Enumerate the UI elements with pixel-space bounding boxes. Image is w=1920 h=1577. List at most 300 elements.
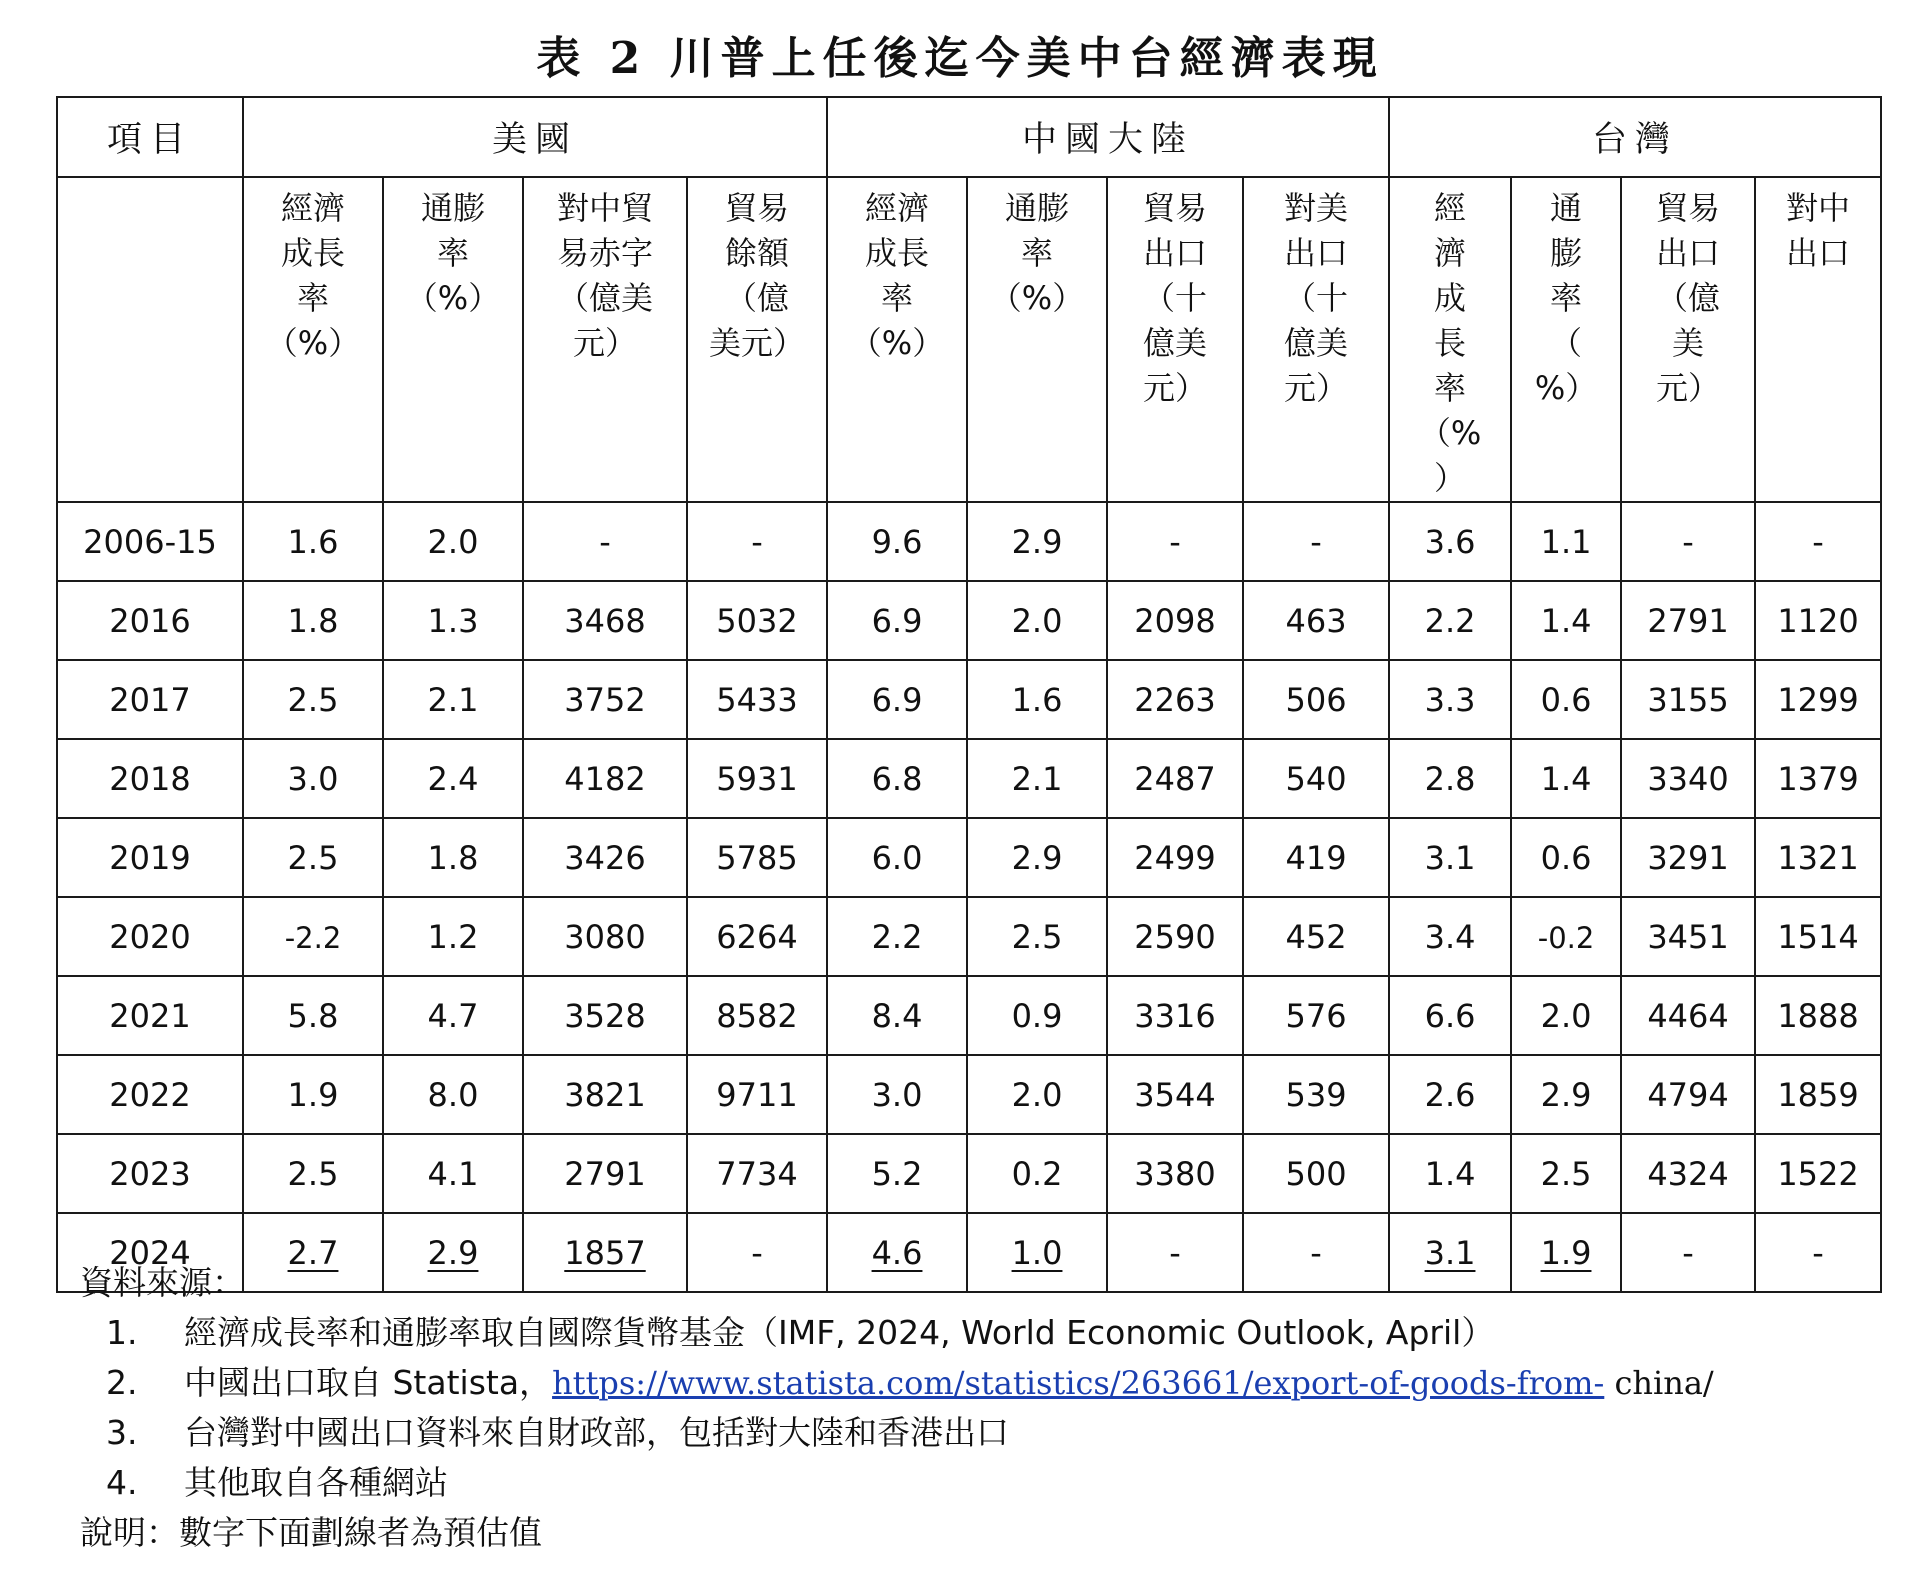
value-cell — [967, 502, 1107, 581]
value-cell — [827, 581, 967, 660]
cell-value: 1.4 — [1424, 1154, 1476, 1193]
cell-value: 4182 — [564, 759, 646, 798]
sub-header-line: 元） — [1284, 369, 1349, 407]
cell-value: 1522 — [1777, 1154, 1859, 1193]
value-cell — [1755, 897, 1881, 976]
cell-value: 1.2 — [427, 917, 479, 956]
value-cell — [1755, 1134, 1881, 1213]
sub-header-line: 出口 — [1143, 234, 1208, 272]
item-header: 項目 — [57, 97, 243, 177]
cell-value: 5433 — [716, 680, 798, 719]
year-cell: 2019 — [57, 818, 243, 897]
sub-header-line: ） — [1434, 459, 1467, 497]
cell-value: 2.2 — [871, 917, 923, 956]
statista-link[interactable]: https://www.statista.com/statistics/263661/export-of-goods-from- — [552, 1364, 1605, 1402]
cell-value: 2487 — [1134, 759, 1216, 798]
cell-value: 3.0 — [871, 1075, 923, 1114]
value-cell — [1243, 502, 1389, 581]
sub-header-line: 率 — [1434, 369, 1467, 407]
cell-value: 5032 — [716, 601, 798, 640]
sub-header-line: 美 — [1672, 324, 1705, 362]
value-cell — [827, 976, 967, 1055]
value-cell — [383, 976, 523, 1055]
cell-value: 4.1 — [427, 1154, 479, 1193]
value-cell — [827, 739, 967, 818]
cell-value: 8.0 — [427, 1075, 479, 1114]
cell-value: 2791 — [564, 1154, 646, 1193]
cell-value: 6.9 — [871, 680, 923, 719]
sub-header-line: 貿易 — [1656, 189, 1721, 227]
sub-header-line: （十 — [1284, 279, 1349, 317]
sub-header-line: （十 — [1143, 279, 1208, 317]
cell-value: 2.2 — [1424, 601, 1476, 640]
sub-header-cell — [967, 177, 1107, 502]
value-cell — [827, 1134, 967, 1213]
cell-value: 2.8 — [1424, 759, 1476, 798]
sub-header-line: （%） — [849, 324, 945, 362]
cell-value: 1.3 — [427, 601, 479, 640]
value-cell — [1107, 976, 1243, 1055]
sub-header-line: 濟 — [1434, 234, 1467, 272]
cell-value: 8582 — [716, 996, 798, 1035]
cell-value: 1.6 — [287, 522, 339, 561]
sub-header-cell — [1243, 177, 1389, 502]
cell-value: 1888 — [1777, 996, 1859, 1035]
cell-value: 2.5 — [287, 1154, 339, 1193]
sub-header-line: 率 — [1550, 279, 1583, 317]
year-cell: 2006-15 — [57, 502, 243, 581]
sub-header-line: （% — [1418, 414, 1482, 452]
note-link-tail: china/ — [1604, 1364, 1714, 1402]
note-number: 4. — [106, 1463, 138, 1502]
year-cell: 2022 — [57, 1055, 243, 1134]
sub-header-line: 易赤字 — [556, 234, 653, 272]
cell-value: 4794 — [1647, 1075, 1729, 1114]
year-cell: 2024 — [57, 1213, 243, 1292]
estimated-value: 2.7 — [287, 1233, 339, 1272]
cell-value: 2.0 — [1011, 601, 1063, 640]
value-cell — [243, 1055, 383, 1134]
value-cell — [383, 818, 523, 897]
cell-value: -2.2 — [284, 920, 342, 955]
sub-header-cell — [1755, 177, 1881, 502]
value-cell — [523, 581, 687, 660]
cell-value: 3468 — [564, 601, 646, 640]
value-cell — [687, 1055, 827, 1134]
value-cell — [1107, 1134, 1243, 1213]
sub-header-line: 成長 — [865, 234, 930, 272]
sub-header-line: 膨 — [1550, 234, 1583, 272]
cell-value: 1.4 — [1540, 759, 1592, 798]
cell-value: 2791 — [1647, 601, 1729, 640]
cell-value: 3340 — [1647, 759, 1729, 798]
value-cell — [243, 1134, 383, 1213]
cell-value: 3451 — [1647, 917, 1729, 956]
sub-header-line: 出口 — [1284, 234, 1349, 272]
cell-value: 3752 — [564, 680, 646, 719]
cell-value: 2499 — [1134, 838, 1216, 877]
value-cell — [1621, 976, 1755, 1055]
value-cell — [1243, 1055, 1389, 1134]
cell-value: 1.9 — [287, 1075, 339, 1114]
value-cell — [523, 976, 687, 1055]
sub-header-line: 率 — [881, 279, 914, 317]
cell-value: 0.6 — [1540, 680, 1592, 719]
value-cell — [1755, 739, 1881, 818]
value-cell — [1511, 1134, 1621, 1213]
cell-value: 3528 — [564, 996, 646, 1035]
table-row — [57, 502, 1881, 581]
cell-value: 8.4 — [871, 996, 923, 1035]
cell-value: 2.5 — [1011, 917, 1063, 956]
cell-value: 4324 — [1647, 1154, 1729, 1193]
value-cell — [1243, 660, 1389, 739]
sub-header-line: 經 — [1434, 189, 1467, 227]
note-number: 2. — [106, 1363, 138, 1402]
cell-value: - — [751, 1233, 763, 1272]
estimated-value: 1.0 — [1011, 1233, 1063, 1272]
value-cell — [1511, 660, 1621, 739]
value-cell — [243, 897, 383, 976]
value-cell — [967, 976, 1107, 1055]
value-cell — [1511, 1055, 1621, 1134]
value-cell — [1511, 502, 1621, 581]
value-cell — [1243, 581, 1389, 660]
cell-value: 1.8 — [287, 601, 339, 640]
estimated-value: 4.6 — [871, 1233, 923, 1272]
sub-header-line: 對中貿 — [556, 189, 653, 227]
value-cell — [1389, 660, 1511, 739]
value-cell — [687, 739, 827, 818]
value-cell — [1107, 502, 1243, 581]
value-cell — [243, 818, 383, 897]
table-row — [57, 897, 1881, 976]
sub-header-line: 成長 — [280, 234, 345, 272]
cell-value: 4.7 — [427, 996, 479, 1035]
value-cell — [383, 660, 523, 739]
cell-value: 5.2 — [871, 1154, 923, 1193]
value-cell — [1107, 660, 1243, 739]
sub-header-cell — [1621, 177, 1755, 502]
value-cell — [967, 818, 1107, 897]
value-cell — [827, 1055, 967, 1134]
table-row — [57, 1134, 1881, 1213]
value-cell — [827, 897, 967, 976]
cell-value: 1.1 — [1540, 522, 1592, 561]
value-cell — [1107, 897, 1243, 976]
cell-value: 1514 — [1777, 917, 1859, 956]
sub-header-line: %） — [1534, 369, 1598, 407]
value-cell — [1389, 502, 1511, 581]
year-cell: 2023 — [57, 1134, 243, 1213]
cell-value: 3544 — [1134, 1075, 1216, 1114]
value-cell — [523, 739, 687, 818]
value-cell — [1755, 502, 1881, 581]
cell-value: 463 — [1285, 601, 1347, 640]
sub-header-line: 億美 — [1143, 324, 1208, 362]
cell-value: 5.8 — [287, 996, 339, 1035]
cell-value: 1.8 — [427, 838, 479, 877]
value-cell — [383, 897, 523, 976]
value-cell — [687, 976, 827, 1055]
note-item — [80, 1358, 1880, 1408]
sub-header-cell — [523, 177, 687, 502]
value-cell — [1621, 818, 1755, 897]
cell-value: 2.4 — [427, 759, 479, 798]
value-cell — [1621, 660, 1755, 739]
value-cell — [687, 660, 827, 739]
sub-header-cell — [1511, 177, 1621, 502]
cell-value: 6.9 — [871, 601, 923, 640]
value-cell — [383, 502, 523, 581]
sub-header-line: 貿易 — [725, 189, 790, 227]
sub-header-cell — [383, 177, 523, 502]
cell-value: - — [599, 522, 611, 561]
sub-header-line: 元） — [1143, 369, 1208, 407]
value-cell — [967, 739, 1107, 818]
cell-value: 5931 — [716, 759, 798, 798]
value-cell — [687, 1134, 827, 1213]
note-text: 台灣對中國出口資料來自財政部，包括對大陸和香港出口 — [184, 1413, 1009, 1452]
cell-value: 576 — [1285, 996, 1347, 1035]
value-cell — [1621, 897, 1755, 976]
value-cell — [1755, 1055, 1881, 1134]
value-cell — [1755, 581, 1881, 660]
cell-value: 3.6 — [1424, 522, 1476, 561]
cell-value: 2590 — [1134, 917, 1216, 956]
group-header-china: 中國大陸 — [827, 97, 1389, 177]
value-cell — [687, 897, 827, 976]
group-header-taiwan: 台灣 — [1389, 97, 1881, 177]
value-cell — [967, 1055, 1107, 1134]
sub-header-cell — [243, 177, 383, 502]
cell-value: 2.6 — [1424, 1075, 1476, 1114]
notes-section — [80, 1258, 1880, 1558]
cell-value: 7734 — [716, 1154, 798, 1193]
sub-header-line: 美元） — [709, 324, 806, 362]
note-item — [80, 1408, 1880, 1458]
table-row — [57, 976, 1881, 1055]
value-cell — [383, 1055, 523, 1134]
cell-value: - — [1812, 1233, 1824, 1272]
notes-heading: 資料來源： — [80, 1263, 245, 1302]
cell-value: 1120 — [1777, 601, 1859, 640]
year-cell: 2016 — [57, 581, 243, 660]
note-item — [80, 1458, 1880, 1508]
sub-header-row — [57, 177, 1881, 502]
sub-header-line: 通膨 — [1005, 189, 1070, 227]
value-cell — [1389, 1055, 1511, 1134]
value-cell — [523, 1055, 687, 1134]
cell-value: 2.5 — [287, 680, 339, 719]
table-title: 表 2 川普上任後迄今美中台經濟表現 — [536, 33, 1384, 84]
cell-value: 2263 — [1134, 680, 1216, 719]
sub-header-line: 率 — [436, 234, 469, 272]
cell-value: 2.1 — [427, 680, 479, 719]
group-header-us: 美國 — [243, 97, 827, 177]
value-cell — [1511, 739, 1621, 818]
value-cell — [1755, 818, 1881, 897]
sub-header-empty — [57, 177, 243, 502]
cell-value: 2098 — [1134, 601, 1216, 640]
sub-header-line: 對中 — [1786, 189, 1851, 227]
cell-value: 2.9 — [1540, 1075, 1592, 1114]
cell-value: 452 — [1285, 917, 1347, 956]
sub-header-line: 對美 — [1284, 189, 1349, 227]
value-cell — [827, 502, 967, 581]
cell-value: - — [1169, 522, 1181, 561]
cell-value: 506 — [1285, 680, 1347, 719]
value-cell — [243, 502, 383, 581]
cell-value: 3316 — [1134, 996, 1216, 1035]
cell-value: 6264 — [716, 917, 798, 956]
value-cell — [1389, 897, 1511, 976]
group-header-row — [57, 97, 1881, 177]
value-cell — [1621, 1134, 1755, 1213]
table-row — [57, 739, 1881, 818]
cell-value: 9.6 — [871, 522, 923, 561]
cell-value: 0.2 — [1011, 1154, 1063, 1193]
value-cell — [967, 660, 1107, 739]
value-cell — [383, 739, 523, 818]
cell-value: 2.5 — [1540, 1154, 1592, 1193]
value-cell — [243, 976, 383, 1055]
value-cell — [1389, 739, 1511, 818]
cell-value: 3.3 — [1424, 680, 1476, 719]
notes-explanation: 說明：數字下面劃線者為預估值 — [80, 1513, 542, 1552]
cell-value: -0.2 — [1537, 920, 1595, 955]
sub-header-line: 元） — [1656, 369, 1721, 407]
note-number: 3. — [106, 1413, 138, 1452]
cell-value: 9711 — [716, 1075, 798, 1114]
cell-value: 1.4 — [1540, 601, 1592, 640]
value-cell — [1511, 581, 1621, 660]
cell-value: 3.1 — [1424, 838, 1476, 877]
cell-value: - — [1310, 522, 1322, 561]
cell-value: 1.6 — [1011, 680, 1063, 719]
sub-header-line: （ — [1550, 324, 1583, 362]
sub-header-line: 出口 — [1656, 234, 1721, 272]
cell-value: 0.9 — [1011, 996, 1063, 1035]
cell-value: 3380 — [1134, 1154, 1216, 1193]
cell-value: 3.0 — [287, 759, 339, 798]
table-row — [57, 1055, 1881, 1134]
value-cell — [687, 581, 827, 660]
economic-table — [56, 96, 1882, 1293]
cell-value: 3155 — [1647, 680, 1729, 719]
cell-value: 6.0 — [871, 838, 923, 877]
sub-header-line: （億 — [1656, 279, 1721, 317]
value-cell — [1621, 581, 1755, 660]
estimated-value: 1.9 — [1540, 1233, 1592, 1272]
cell-value: - — [1682, 1233, 1694, 1272]
value-cell — [1755, 660, 1881, 739]
estimated-value: 2.9 — [427, 1233, 479, 1272]
cell-value: 4464 — [1647, 996, 1729, 1035]
value-cell — [1511, 976, 1621, 1055]
value-cell — [1107, 581, 1243, 660]
value-cell — [1621, 739, 1755, 818]
value-cell — [967, 897, 1107, 976]
sub-header-line: 貿易 — [1143, 189, 1208, 227]
cell-value: - — [1310, 1233, 1322, 1272]
value-cell — [383, 1134, 523, 1213]
sub-header-line: （億美 — [556, 279, 653, 317]
note-item — [80, 1308, 1880, 1358]
note-text: 經濟成長率和通膨率取自國際貨幣基金（IMF, 2024, World Economic Outlook, April） — [184, 1313, 1495, 1352]
sub-header-line: （%） — [405, 279, 501, 317]
cell-value: 419 — [1285, 838, 1347, 877]
note-text: 中國出口取自 Statista， — [184, 1363, 553, 1402]
value-cell — [1511, 897, 1621, 976]
cell-value: 3080 — [564, 917, 646, 956]
value-cell — [687, 502, 827, 581]
cell-value: 6.8 — [871, 759, 923, 798]
cell-value: 2.5 — [287, 838, 339, 877]
estimated-value: 3.1 — [1424, 1233, 1476, 1272]
value-cell — [1243, 1134, 1389, 1213]
value-cell — [1389, 976, 1511, 1055]
value-cell — [523, 660, 687, 739]
cell-value: 2.0 — [1540, 996, 1592, 1035]
value-cell — [827, 818, 967, 897]
sub-header-line: 元） — [572, 324, 637, 362]
cell-value: - — [1169, 1233, 1181, 1272]
value-cell — [1107, 1055, 1243, 1134]
sub-header-line: 通 — [1550, 189, 1583, 227]
cell-value: 6.6 — [1424, 996, 1476, 1035]
value-cell — [523, 1134, 687, 1213]
cell-value: 2.9 — [1011, 522, 1063, 561]
sub-header-line: 億美 — [1284, 324, 1349, 362]
sub-header-line: 經濟 — [865, 189, 930, 227]
cell-value: 2.0 — [1011, 1075, 1063, 1114]
cell-value: 3291 — [1647, 838, 1729, 877]
table-row — [57, 660, 1881, 739]
cell-value: - — [1682, 522, 1694, 561]
sub-header-cell — [827, 177, 967, 502]
value-cell — [1621, 1055, 1755, 1134]
value-cell — [1621, 502, 1755, 581]
sub-header-line: 經濟 — [280, 189, 345, 227]
sub-header-cell — [687, 177, 827, 502]
sub-header-line: （%） — [265, 324, 361, 362]
sub-header-cell — [1107, 177, 1243, 502]
note-number: 1. — [106, 1313, 138, 1352]
cell-value: 3821 — [564, 1075, 646, 1114]
value-cell — [687, 818, 827, 897]
value-cell — [827, 660, 967, 739]
sub-header-line: 率 — [1021, 234, 1054, 272]
cell-value: 1321 — [1777, 838, 1859, 877]
value-cell — [243, 660, 383, 739]
value-cell — [243, 739, 383, 818]
cell-value: - — [1812, 522, 1824, 561]
value-cell — [523, 818, 687, 897]
cell-value: 500 — [1285, 1154, 1347, 1193]
cell-value: 3.4 — [1424, 917, 1476, 956]
table-row — [57, 818, 1881, 897]
value-cell — [1511, 818, 1621, 897]
value-cell — [243, 581, 383, 660]
table-row — [57, 581, 1881, 660]
sub-header-line: 長 — [1434, 324, 1467, 362]
value-cell — [967, 1134, 1107, 1213]
value-cell — [1389, 1134, 1511, 1213]
cell-value: 1379 — [1777, 759, 1859, 798]
year-cell: 2021 — [57, 976, 243, 1055]
sub-header-line: 出口 — [1786, 234, 1851, 272]
